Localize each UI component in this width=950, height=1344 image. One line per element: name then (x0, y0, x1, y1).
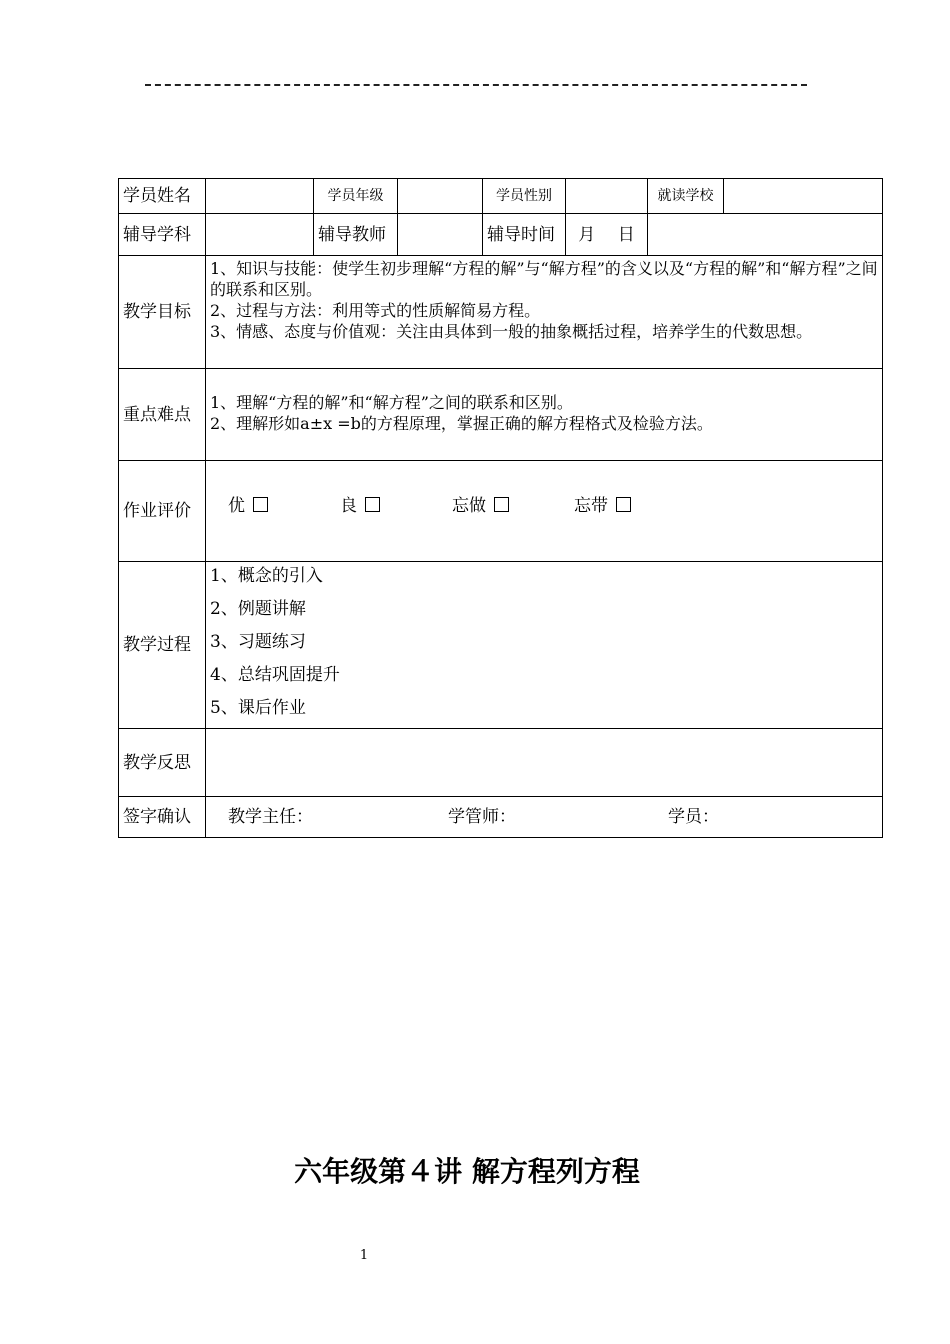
subject-label: 辅导学科 (119, 214, 206, 256)
signature-manager: 学管师： (448, 807, 516, 827)
lesson-title: 六年级第４讲 解方程列方程 (294, 1155, 640, 1188)
time-value: 月 日 (566, 214, 648, 256)
homework-options (206, 461, 883, 562)
process-step: 3、习题练习 (210, 632, 306, 652)
table-row (119, 461, 883, 562)
subject-value (206, 214, 314, 256)
homework-option-good[interactable]: 良 (340, 495, 452, 517)
table-row (119, 797, 883, 838)
signature-label: 签字确认 (119, 797, 206, 838)
difficulty-line: 2、理解形如a±x =b的方程原理，掌握正确的解方程格式及检验方法。 (210, 414, 713, 433)
difficulty-line: 1、理解“方程的解”和“解方程”之间的联系和区别。 (210, 393, 573, 412)
signature-content (206, 797, 883, 838)
reflection-label: 教学反思 (119, 729, 206, 797)
time-extra-value (648, 214, 883, 256)
lesson-info-table (118, 178, 883, 838)
student-name-value (206, 179, 314, 214)
difficulties-content (206, 369, 883, 461)
goal-line: 1、知识与技能：使学生初步理解“方程的解”与“解方程”的含义以及“方程的解”和“解方程”之间的联系和区别。 (210, 259, 878, 299)
process-step: 4、总结巩固提升 (210, 665, 340, 685)
time-label: 辅导时间 (483, 214, 566, 256)
difficulties-label: 重点难点 (119, 369, 206, 461)
table-row (119, 256, 883, 369)
process-label: 教学过程 (119, 562, 206, 729)
reflection-value (206, 729, 883, 797)
grade-label: 学员年级 (314, 179, 398, 214)
student-name-label: 学员姓名 (119, 179, 206, 214)
checkbox-icon[interactable] (253, 497, 268, 512)
signature-student: 学员： (668, 807, 719, 827)
signature-director: 教学主任： (228, 807, 313, 827)
checkbox-icon[interactable] (494, 497, 509, 512)
school-value (724, 179, 883, 214)
gender-value (566, 179, 648, 214)
table-row (119, 179, 883, 214)
homework-label: 作业评价 (119, 461, 206, 562)
homework-option-forgot-do[interactable]: 忘做 (452, 495, 574, 517)
gender-label: 学员性别 (483, 179, 566, 214)
checkbox-icon[interactable] (365, 497, 380, 512)
goal-line: 2、过程与方法：利用等式的性质解简易方程。 (210, 301, 541, 320)
process-step: 1、概念的引入 (210, 566, 323, 586)
goal-line: 3、情感、态度与价值观：关注由具体到一般的抽象概括过程，培养学生的代数思想。 (210, 322, 813, 341)
process-step: 2、例题讲解 (210, 599, 306, 619)
table-row (119, 214, 883, 256)
table-row (119, 729, 883, 797)
goals-label: 教学目标 (119, 256, 206, 369)
process-content (206, 562, 883, 729)
homework-option-excellent[interactable]: 优 (228, 495, 340, 517)
checkbox-icon[interactable] (616, 497, 631, 512)
teacher-label: 辅导教师 (314, 214, 398, 256)
header-dashed-rule (145, 84, 807, 86)
table-row (119, 562, 883, 729)
process-step: 5、课后作业 (210, 698, 306, 718)
homework-option-forgot-bring[interactable]: 忘带 (574, 495, 631, 517)
grade-value (398, 179, 483, 214)
page-number: 1 (359, 1248, 369, 1263)
goals-content (206, 256, 883, 369)
table-row (119, 369, 883, 461)
school-label: 就读学校 (648, 179, 724, 214)
teacher-value (398, 214, 483, 256)
